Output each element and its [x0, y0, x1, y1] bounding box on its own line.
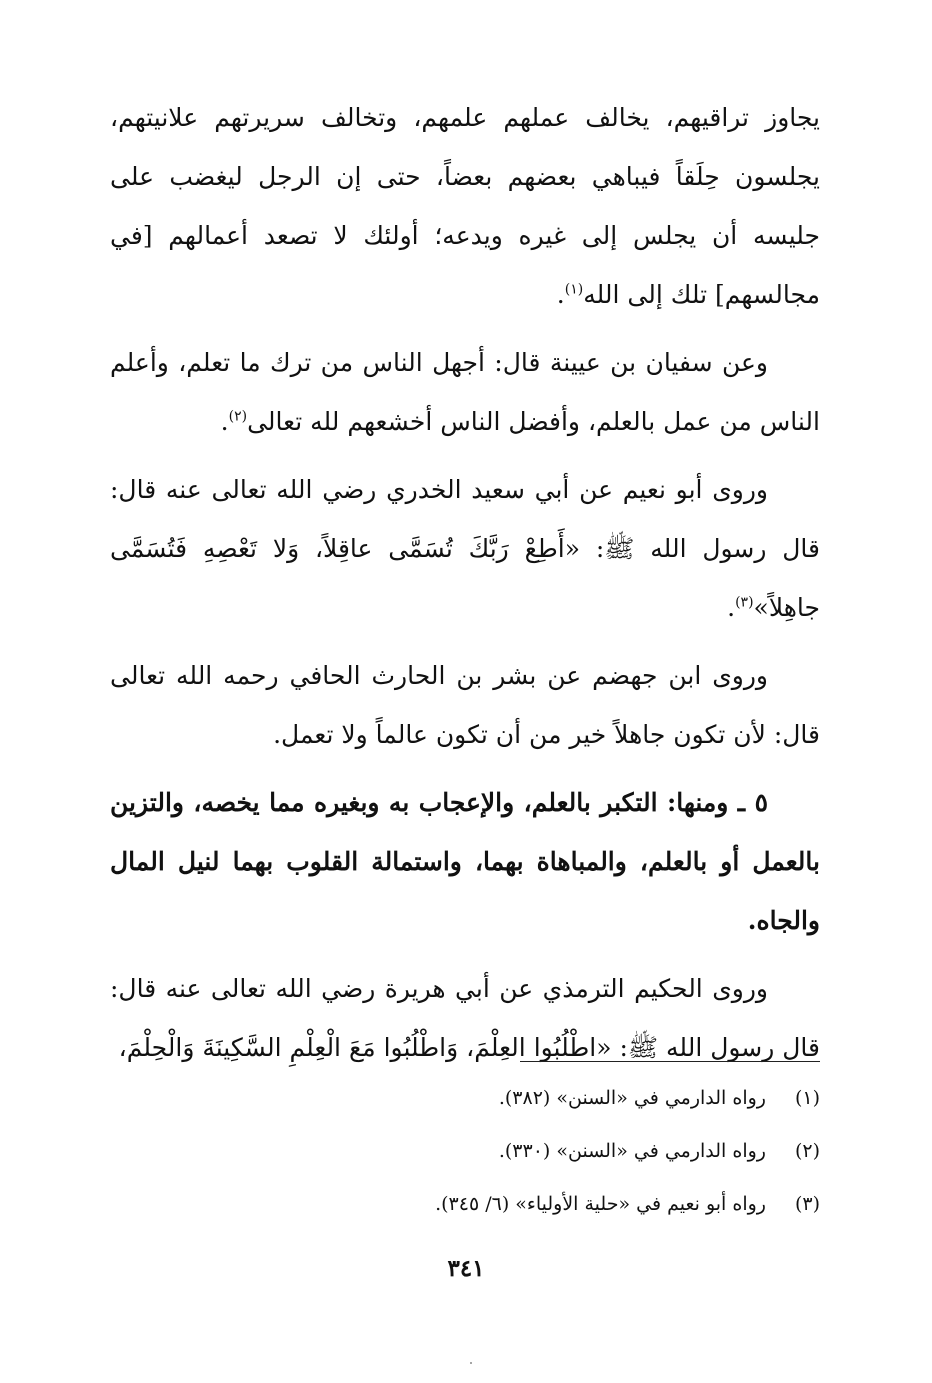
- paragraph-ibn-jahdam: [110, 646, 820, 764]
- footnote-item: [320, 1080, 820, 1133]
- footnote-item: [320, 1186, 820, 1239]
- footnote-text: رواه الدارمي في «السنن» (٣٨٢).: [498, 1087, 766, 1109]
- footnote-item: [320, 1133, 820, 1186]
- paragraph-text: يجاوز تراقيهم، يخالف عملهم علمهم، وتخالف سريرتهم علانيتهم، يجلسون حِلَقاً فيباهي بعضهم بعضاً، حتى إن الرجل ليغضب على جليسه أن يجلس إلى غيره ويدعه؛ أولئك لا تصعد أعمالهم [في مجالسهم] تلك إلى الله: [110, 103, 820, 309]
- footnote-text: رواه أبو نعيم في «حلية الأولياء» (٦/ ٣٤٥).: [435, 1193, 766, 1215]
- paragraph-text: وعن سفيان بن عيينة قال: أجهل الناس من ترك ما تعلم، وأعلم الناس من عمل بالعلم، وأفضل الناس أخشعهم لله تعالى: [110, 348, 820, 436]
- footnote-marker: (٢): [228, 408, 248, 425]
- page-number: ٣٤١: [447, 1255, 485, 1282]
- main-text: [110, 88, 820, 1086]
- footnote-divider: [520, 1061, 820, 1062]
- footnote-number: (٣): [794, 1193, 820, 1215]
- footnote-text: رواه الدارمي في «السنن» (٣٣٠).: [498, 1140, 766, 1162]
- footnote-marker: (٣): [735, 594, 754, 611]
- paragraph-text: وروى ابن جهضم عن بشر بن الحارث الحافي رحمه الله تعالى قال: لأن تكون جاهلاً خير من أن تكون عالماً ولا تعمل.: [110, 661, 820, 749]
- heading-text: ٥ ـ ومنها: التكبر بالعلم، والإعجاب به وبغيره مما يخصه، والتزين بالعمل أو بالعلم، والمباهاة بهما، واستمالة القلوب بهما لنيل المال والجاه.: [110, 788, 820, 935]
- paragraph-tail: .: [727, 593, 736, 622]
- paragraph-tirmidhi: [110, 959, 820, 1077]
- footnote-marker: (١): [564, 281, 584, 298]
- footnotes: [320, 1080, 820, 1239]
- footnote-number: (٢): [794, 1140, 820, 1162]
- paragraph-text: وروى أبو نعيم عن أبي سعيد الخدري رضي الله تعالى عنه قال: قال رسول الله ﷺ: «أَطِعْ رَبَّكَ تُسَمَّى عاقِلاً، وَلا تَعْصِهِ فَتُسَمَّى جاهِلاً»: [110, 475, 820, 622]
- scan-speck: [470, 1362, 472, 1364]
- section-heading-five: [110, 773, 820, 950]
- paragraph-sufyan: [110, 333, 820, 451]
- paragraph-text: وروى الحكيم الترمذي عن أبي هريرة رضي الله تعالى عنه قال: قال رسول الله ﷺ: «اطْلُبُوا العِلْمَ، وَاطْلُبُوا مَعَ الْعِلْمِ السَّكِينَةَ وَالْحِلْمَ،: [110, 974, 820, 1062]
- paragraph-tail: .: [220, 407, 229, 436]
- paragraph-continuation: [110, 88, 820, 324]
- footnote-number: (١): [794, 1087, 820, 1109]
- paragraph-abu-nuaim: [110, 460, 820, 637]
- paragraph-tail: .: [556, 280, 565, 309]
